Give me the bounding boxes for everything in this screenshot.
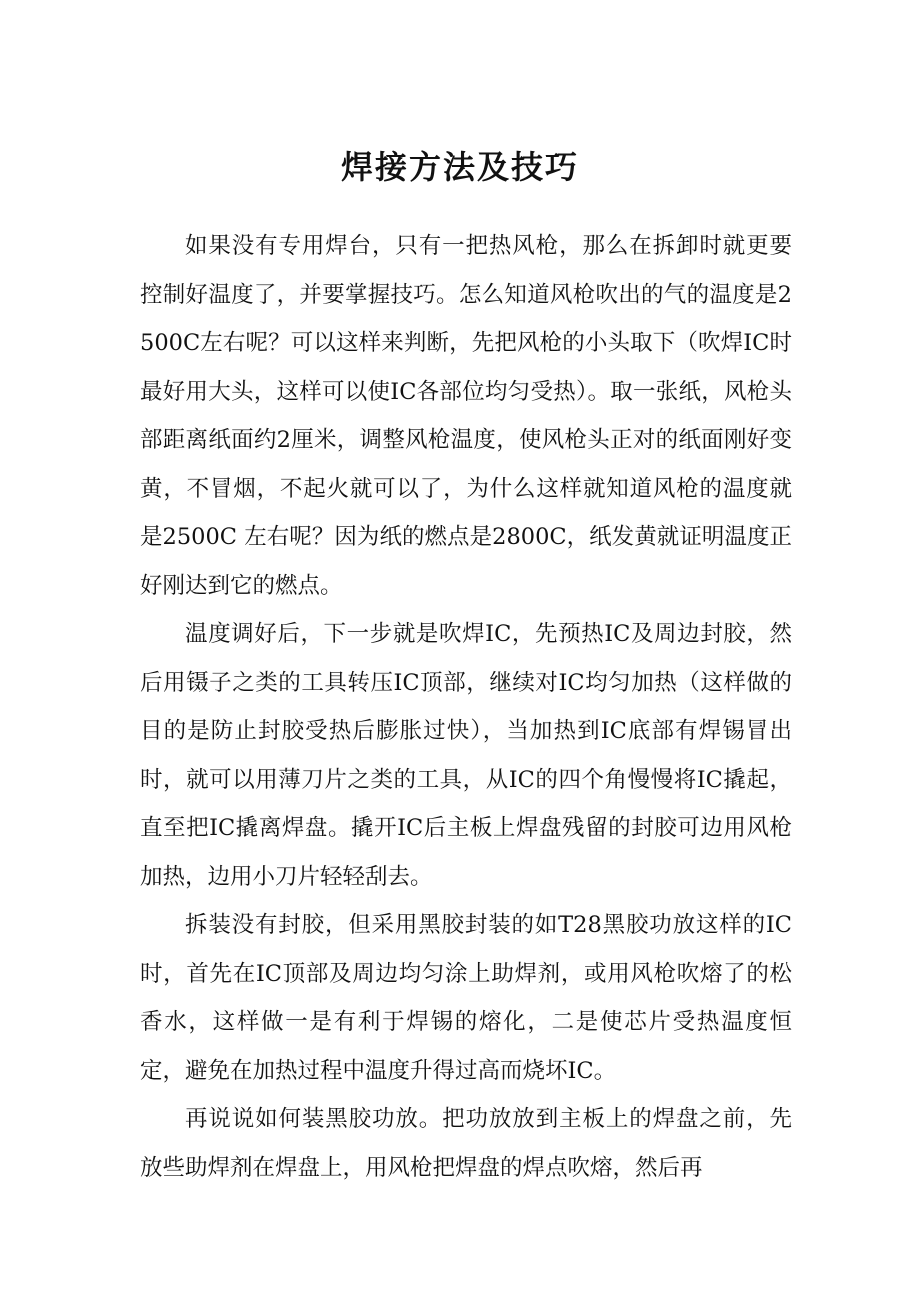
paragraph-1: 如果没有专用焊台，只有一把热风枪，那么在拆卸时就更要控制好温度了，并要掌握技巧。怎么知道风枪吹出的气的温度是2500C左右呢？可以这样来判断，先把风枪的小头取下（吹焊IC时最好用大头，这样可以使IC各部位均匀受热）。取一张纸，风枪头部距离纸面约2厘米，调整风枪温度，使风枪头正对的纸面刚好变黄，不冒烟，不起火就可以了，为什么这样就知道风枪的温度就是2500C 左右呢？因为纸的燃点是2800C，纸发黄就证明温度正好刚达到它的燃点。 <box>140 233 792 599</box>
paragraph-3: 拆装没有封胶，但采用黑胶封装的如T28黑胶功放这样的IC时，首先在IC顶部及周边均匀涂上助焊剂，或用风枪吹熔了的松香水，这样做一是有利于焊锡的熔化，二是使芯片受热温度恒定，避免在加热过程中温度升得过高而烧坏IC。 <box>140 912 792 1084</box>
paragraph-2: 温度调好后，下一步就是吹焊IC，先预热IC及周边封胶，然后用镊子之类的工具转压IC顶部，继续对IC均匀加热（这样做的目的是防止封胶受热后膨胀过快），当加热到IC底部有焊锡冒出时，就可以用薄刀片之类的工具，从IC的四个角慢慢将IC撬起，直至把IC撬离焊盘。撬开IC后主板上焊盘残留的封胶可边用风枪加热，边用小刀片轻轻刮去。 <box>140 621 792 890</box>
document-title: 焊接方法及技巧 <box>340 148 579 186</box>
paragraph-4: 再说说如何装黑胶功放。把功放放到主板上的焊盘之前，先放些助焊剂在焊盘上，用风枪把焊盘的焊点吹熔，然后再 <box>140 1106 792 1181</box>
document-body <box>140 222 792 1192</box>
